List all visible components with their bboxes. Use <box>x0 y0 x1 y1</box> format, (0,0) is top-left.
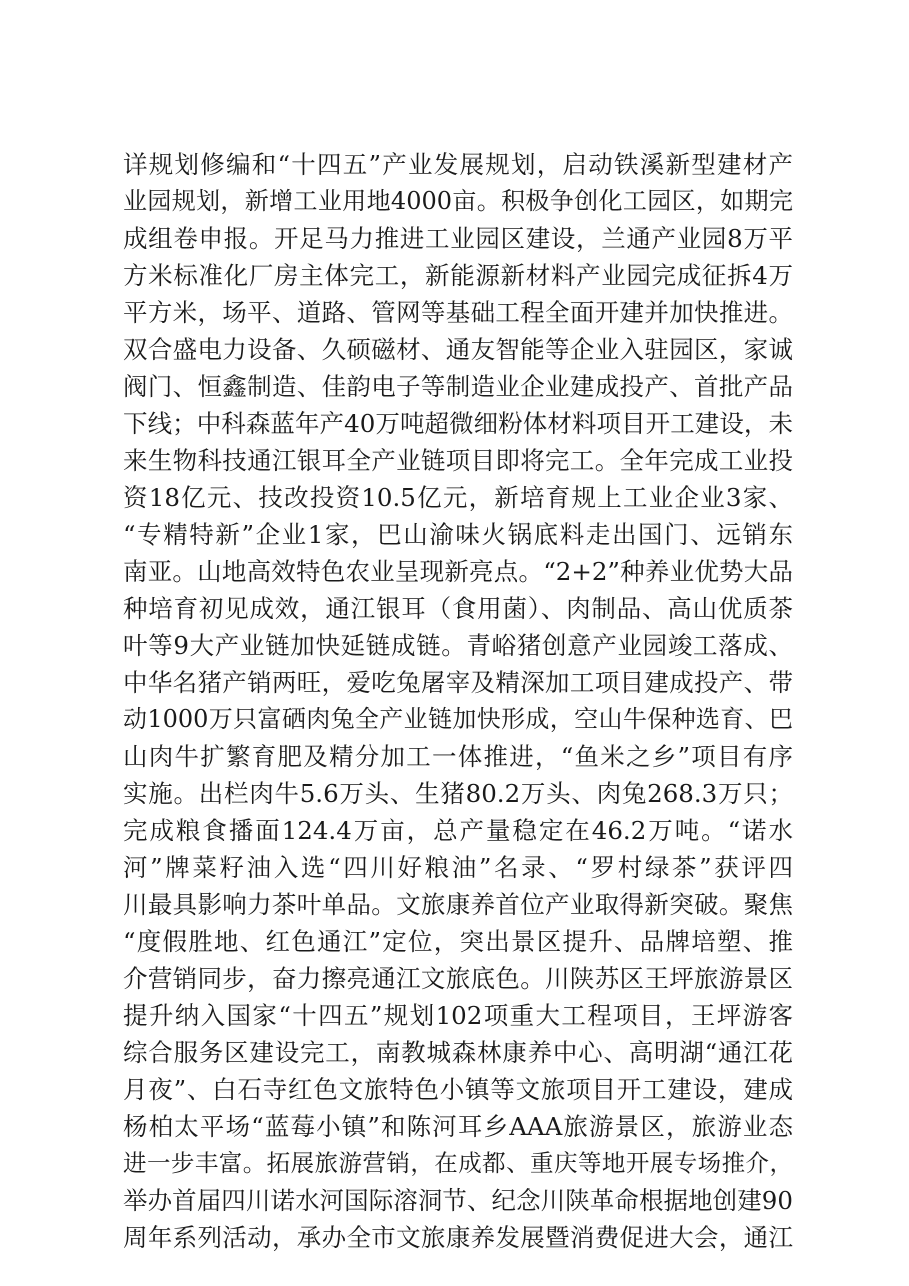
text-line: 实施。出栏肉牛5.6万头、生猪80.2万头、肉兔268.3万只； <box>123 779 793 808</box>
text-line: 综合服务区建设完工，南教城森林康养中心、高明湖“通江花 <box>123 1038 793 1067</box>
text-line: 中华名猪产销两旺，爱吃兔屠宰及精深加工项目建成投产、带 <box>123 668 793 697</box>
text-line: 举办首届四川诺水河国际溶洞节、纪念川陕革命根据地创建90 <box>123 1186 793 1215</box>
body-text <box>123 146 793 1256</box>
text-line: 杨柏太平场“蓝莓小镇”和陈河耳乡AAA旅游景区，旅游业态 <box>123 1112 793 1141</box>
text-line: 山肉牛扩繁育肥及精分加工一体推进，“鱼米之乡”项目有序 <box>123 742 793 771</box>
text-line: 周年系列活动，承办全市文旅康养发展暨消费促进大会，通江 <box>123 1223 793 1252</box>
text-line: 详规划修编和“十四五”产业发展规划，启动铁溪新型建材产 <box>123 150 793 179</box>
text-line: 种培育初见成效，通江银耳（食用菌）、肉制品、高山优质茶 <box>123 594 793 623</box>
text-line: 月夜”、白石寺红色文旅特色小镇等文旅项目开工建设，建成 <box>123 1075 793 1104</box>
text-line: 下线；中科森蓝年产40万吨超微细粉体材料项目开工建设，未 <box>123 409 793 438</box>
text-line: 提升纳入国家“十四五”规划102项重大工程项目，王坪游客 <box>123 1001 793 1030</box>
text-line: 双合盛电力设备、久硕磁材、通友智能等企业入驻园区，家诚 <box>123 335 793 364</box>
text-line: 平方米，场平、道路、管网等基础工程全面开建并加快推进。 <box>123 298 793 327</box>
text-line: 动1000万只富硒肉兔全产业链加快形成，空山牛保种选育、巴 <box>123 705 793 733</box>
text-line: 阀门、恒鑫制造、佳韵电子等制造业企业建成投产、首批产品 <box>123 372 793 401</box>
text-line: 进一步丰富。拓展旅游营销，在成都、重庆等地开展专场推介， <box>123 1149 793 1177</box>
text-line: 叶等9大产业链加快延链成链。青峪猪创意产业园竣工落成、 <box>123 631 793 660</box>
text-line: 资18亿元、技改投资10.5亿元，新培育规上工业企业3家、 <box>123 483 793 512</box>
text-line: “专精特新”企业1家，巴山渝味火锅底料走出国门、远销东 <box>123 520 793 549</box>
text-line: 方米标准化厂房主体完工，新能源新材料产业园完成征拆4万 <box>123 261 793 290</box>
text-line: 业园规划，新增工业用地4000亩。积极争创化工园区，如期完 <box>123 187 793 215</box>
text-line: 成组卷申报。开足马力推进工业园区建设，兰通产业园8万平 <box>123 224 793 253</box>
text-line: 介营销同步，奋力擦亮通江文旅底色。川陕苏区王坪旅游景区 <box>123 964 793 993</box>
text-line: “度假胜地、红色通江”定位，突出景区提升、品牌培塑、推 <box>123 927 793 956</box>
text-line: 完成粮食播面124.4万亩，总产量稳定在46.2万吨。“诺水 <box>123 816 793 845</box>
text-line: 来生物科技通江银耳全产业链项目即将完工。全年完成工业投 <box>123 446 793 475</box>
text-line: 南亚。山地高效特色农业呈现新亮点。“2+2”种养业优势大品 <box>123 557 793 586</box>
text-line: 河”牌菜籽油入选“四川好粮油”名录、“罗村绿茶”获评四 <box>123 853 793 882</box>
text-line: 川最具影响力茶叶单品。文旅康养首位产业取得新突破。聚焦 <box>123 890 793 919</box>
